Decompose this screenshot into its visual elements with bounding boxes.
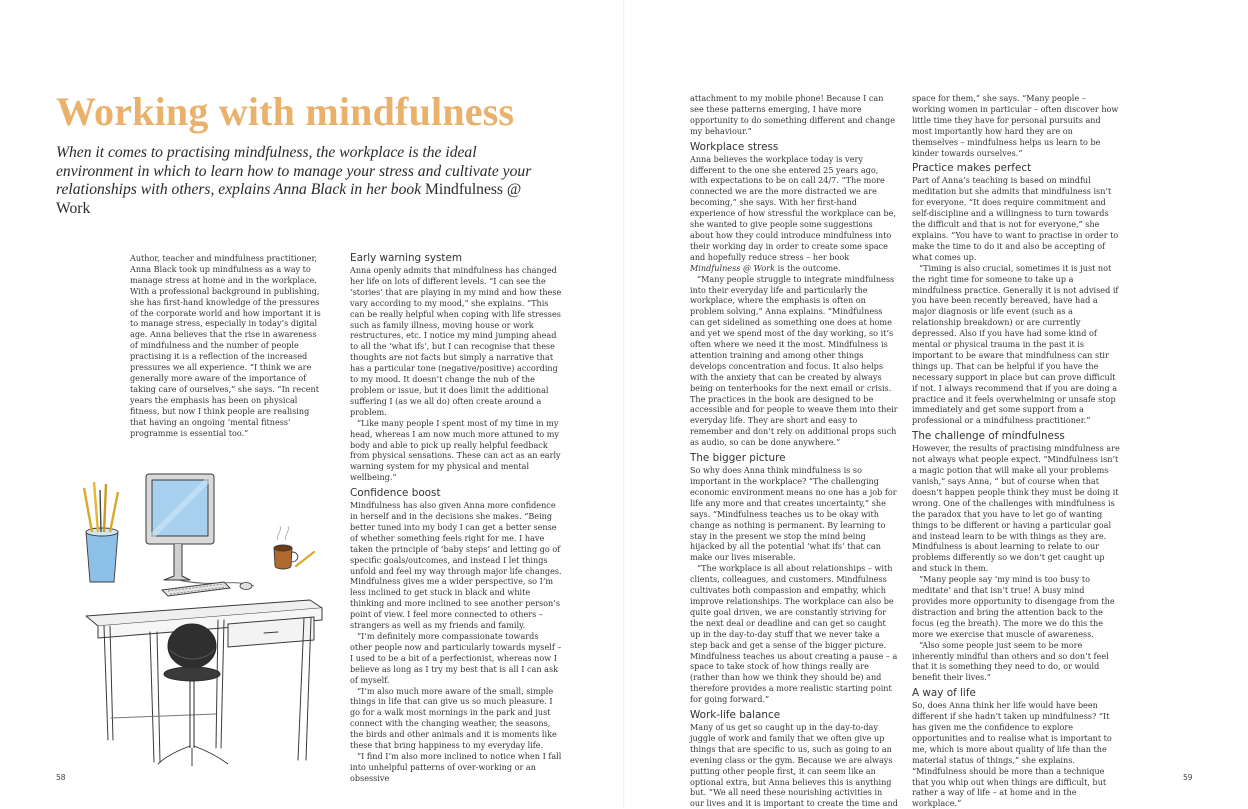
paragraph: Mindfulness has also given Anna more confidence in herself and in the decisions she makes. “Being better tuned into my body I can get a better sense of whether something feels right for me. I have taken the principle of ‘baby steps’ and letting go of specific goals/outcomes, and instead I let things unfold and feel my way through major life changes. Mindfulness gives me a wider perspective, so I’m less inclined to get stuck in black and white thinking and more inclined to see another person’s point of view. I feel more connected to others – strangers as well as my friends and family. bbox=[350, 500, 562, 631]
subheading-workplace-stress: Workplace stress bbox=[690, 140, 779, 153]
paragraph-text: Anna believes the workplace today is very different to the one she entered 25 years ago, with expectations to be on call 24/7. “The more connected we are the more distracted we are becoming,” she says. With her first-hand experience of how stressful the workplace can be, she wanted to give people some suggestions about how they could introduce mindfulness into their working day in order to create some space and hopefully reduce stress – her book bbox=[690, 153, 897, 262]
page-number-right: 59 bbox=[1183, 773, 1193, 782]
subheading-work-life-balance: Work-life balance bbox=[690, 709, 781, 722]
page-number-left: 58 bbox=[56, 773, 66, 782]
paragraph: “The workplace is all about relationships – with clients, colleagues, and customers. Mindfulness cultivates both compassion and empathy, which improve relationships. The workplace can also be quite goal driven, we are constantly striving for the next deal or deadline and can get so caught up in the day-to-day stuff that we never take a step back and get a sense of the bigger picture. Mindfulness teaches us about creating a pause – a space to take stock of how things really are (rather than how we think they should be) and therefore provides a more realistic starting point for going forward.” bbox=[690, 563, 898, 705]
paragraph: However, the results of practising mindfulness are not always what people expect. “Mindfulness isn’t a magic potion that will make all your problems vanish,” says Anna, “ but of course when that doesn’t happen people think they must be doing it wrong. One of the challenges with mindfulness is the paradox that you have to let go of wanting things to be different or having a particular goal and instead learn to be with things as they are. Mindfulness is about learning to relate to our problems differently so we don’t get caught up and stuck in them. bbox=[912, 443, 1120, 574]
subheading-practice-makes-perfect: Practice makes perfect bbox=[912, 162, 1032, 175]
book-title-inline: Mindfulness @ Work bbox=[690, 262, 776, 273]
column-4 bbox=[912, 93, 1120, 809]
paragraph: Anna openly admits that mindfulness has changed her life on lots of different levels. “I can see the ‘stories’ that are playing in my mind and how these vary according to my mood,” she explains. “This can be really helpful when coping with life stresses such as family illness, moving house or work restructures, etc. I notice my mind jumping ahead to all the ‘what ifs’, but I can recognise that these thoughts are not facts but simply a narrative that has a particular tone (negative/positive) according to my mood. It doesn’t change the nub of the problem or issue, but it does limit the additional suffering I (as we all do) often create around a problem. bbox=[350, 265, 562, 417]
paragraph: “Also some people just seem to be more inherently mindful than others and so don’t feel that it is something they need to do, or would benefit their lives.” bbox=[912, 639, 1109, 683]
subheading-way-of-life: A way of life bbox=[912, 687, 976, 700]
subheading-early-warning-system: Early warning system bbox=[350, 252, 463, 264]
article-standfirst bbox=[56, 144, 556, 218]
subheading-challenge-of-mindfulness: The challenge of mindfulness bbox=[912, 430, 1065, 443]
subheading-confidence-boost: Confidence boost bbox=[350, 487, 441, 500]
paragraph: “Like many people I spent most of my time in my head, whereas I am now much more attuned to my body and able to pick up really helpful feedback from physical sensations. These can act as an early warning system for my physical and mental wellbeing.” bbox=[350, 417, 561, 483]
standfirst-book-title: Mindfulness @ Work bbox=[56, 181, 522, 217]
paragraph: So why does Anna think mindfulness is so important in the workplace? “The challenging economic environment means no one has a job for life any more and that creates uncertainty,” she says. “Mindfulness teaches us to be okay with change as nothing is permanent. By learning to stay in the present we stop the mind being hijacked by all the potential ‘what ifs’ that can make our lives miserable. bbox=[690, 465, 897, 563]
paragraph: attachment to my mobile phone! Because I can see these patterns emerging, I have more opportunity to do something different and change my behaviour.” bbox=[690, 93, 896, 136]
paragraph: “I find I’m also more inclined to notice when I fall into unhelpful patterns of over-working or an obsessive bbox=[350, 750, 562, 783]
paragraph: space for them,” she says. “Many people – working women in particular – often discover how little time they have for personal pursuits and most importantly how hard they are on themselves – mindfulness helps us learn to be kinder towards ourselves.” bbox=[912, 93, 1119, 158]
paragraph: “Many people struggle to integrate mindfulness into their everyday life and particularly the workplace, where the emphasis is often on problem solving,” Anna explains. “Mindfulness can get sidelined as something one does at home and yet we spend most of the day working, so it’s often where we need it the most. Mindfulness is attention training and among other things develops concentration and focus. It also helps with the anxiety that can be created by always being on tenterhooks for the next email or crisis. The practices in the book are designed to be accessible and for people to weave them into their everyday life. They are short and easy to remember and don’t rely on additional props such as audio, so can be done anywhere.” bbox=[690, 273, 898, 448]
paragraph-text: is the outcome. bbox=[777, 262, 841, 273]
page-gutter bbox=[623, 0, 625, 808]
paragraph: “Timing is also crucial, sometimes it is just not the right time for someone to take up a mindfulness practice. Generally it is not advised if you have been recently bereaved, have had a major diagnosis or life event (such as a relationship breakdown) or are currently depressed. Also if you have had some kind of mental or physical trauma in the past it is important to be aware that mindfulness can stir things up. That can be helpful if you have the necessary support in place but can prove difficult if not. I always recommend that if you are doing a practice and it feels overwhelming or unsafe stop immediately and get some support from a professional or a mindfulness practitioner.” bbox=[912, 262, 1119, 426]
paragraph: “I’m definitely more compassionate towards other people now and particularly towards myself – I used to be a bit of a perfectionist, whereas now I believe as long as I try my best that is all I can ask of myself. bbox=[350, 631, 562, 685]
paragraph: Many of us get so caught up in the day-to-day juggle of work and family that we often give up things that are specific to us, such as going to an evening class or the gym. Because we are always putting other people first, it can seem like an optional extra, but Anna believes this is anything but. “We all need these nourishing activities in our lives and it is important to create the time and bbox=[690, 722, 898, 809]
paragraph: Part of Anna’s teaching is based on mindful meditation but she admits that mindfulness isn’t for everyone. “It does require commitment and self-discipline and a willingness to turn towards the difficult and that is not for everyone,” she explains. “You have to want to practise in order to make the time to do it and also be accepting of what comes up. bbox=[912, 175, 1119, 262]
column-1 bbox=[130, 253, 326, 438]
paragraph: So, does Anna think her life would have been different if she hadn’t taken up mindfulness? “It has given me the confidence to explore opportunities and to realise what is important to me, which is more about quality of life than the material status of things,” she explains. “Mindfulness should be more than a technique that you whip out when things are difficult, but rather a way of life – at home and in the workplace.” bbox=[912, 700, 1112, 809]
column-3 bbox=[690, 93, 898, 809]
column-2 bbox=[350, 252, 562, 784]
paragraph: “Many people say ‘my mind is too busy to meditate’ and that isn’t true! A busy mind provides more opportunity to disengage from the distraction and bring the attention back to the focus (eg the breath). The more we do this the more we exercise that muscle of awareness. bbox=[912, 574, 1115, 639]
paragraph: “I’m also much more aware of the small, simple things in life that can give us so much pleasure. I go for a walk most mornings in the park and just connect with the changing weather, the seasons, the birds and other animals and it is moments like these that bring happiness to my everyday life. bbox=[350, 685, 557, 751]
standfirst-text: When it comes to practising mindfulness, the workplace is the ideal environment in which to learn how to manage your stress and cultivate your relationships with others, explains Anna Black in her book bbox=[56, 144, 532, 198]
subheading-bigger-picture: The bigger picture bbox=[690, 452, 786, 465]
paragraph: Author, teacher and mindfulness practitioner, Anna Black took up mindfulness as a way to manage stress at home and in the workplace. With a professional background in publishing, she has first-hand knowledge of the pressures of the corporate world and how important it is to manage stress, especially in today’s digital age. Anna believes that the rise in awareness of mindfulness and the number of people practising it is a reflection of the increased pressures we all experience. “I think we are generally more aware of the importance of taking care of ourselves,” she says. “In recent years the emphasis has been on physical fitness, but now I think people are realising that having an ongoing ‘mental fitness’ programme is essential too.” bbox=[130, 253, 321, 438]
article-title: Working with mindfulness bbox=[56, 89, 515, 134]
paragraph bbox=[690, 154, 898, 274]
desk-computer-illustration-icon bbox=[78, 448, 330, 768]
